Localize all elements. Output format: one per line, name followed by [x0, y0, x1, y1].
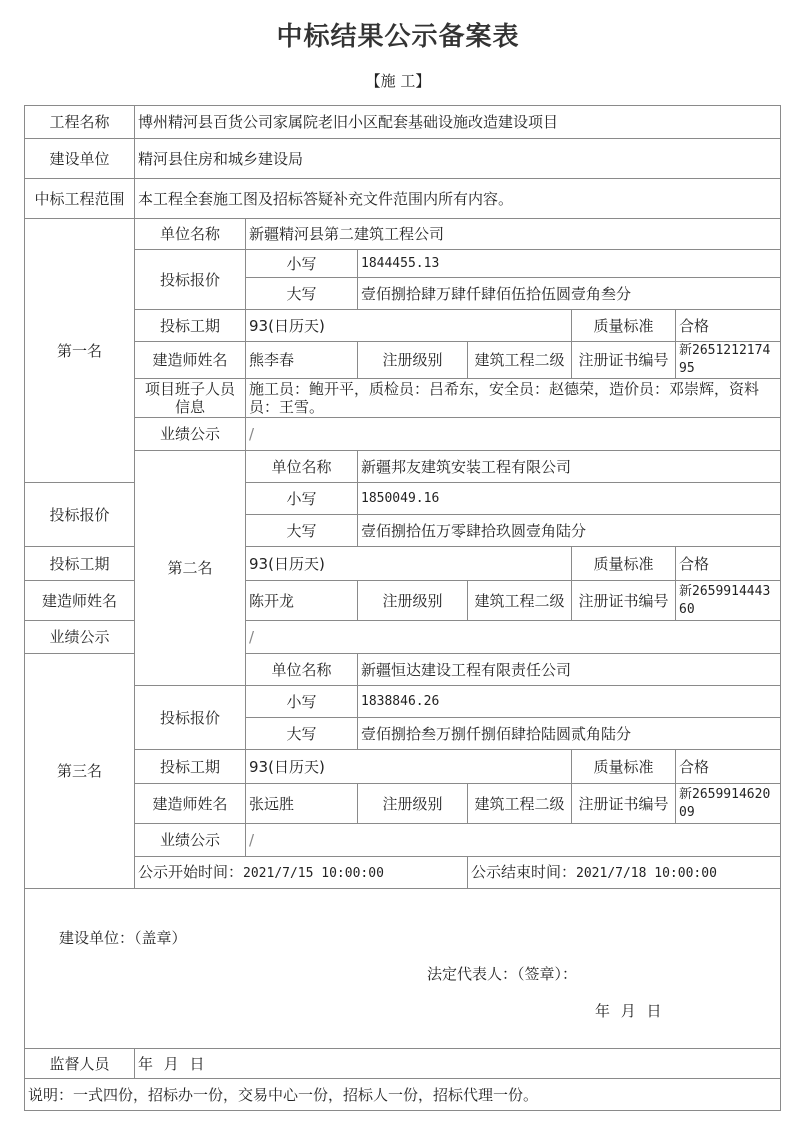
bidder3-price-lower-row: [25, 686, 781, 718]
bidder2-price-label: 投标报价: [25, 483, 135, 547]
bidder2-quality: 合格: [676, 547, 781, 581]
bidder1-company-label: 单位名称: [135, 219, 246, 250]
publicity-end-time: 2021/7/18 10:00:00: [576, 865, 717, 881]
project-name-value: 博州精河县百货公司家属院老旧小区配套基础设施改造建设项目: [135, 106, 781, 139]
bidder2-price-lower: 1850049.16: [358, 483, 781, 515]
publicity-end: [468, 857, 781, 889]
bidder2-performance-label: 业绩公示: [25, 621, 135, 654]
bidder1-builder: 熊李春: [246, 342, 358, 379]
supervisor-label: 监督人员: [25, 1049, 135, 1079]
bidder2-upper-label: 大写: [246, 515, 358, 547]
bidder3-duration-row: [25, 750, 781, 784]
construction-unit-row: [25, 139, 781, 179]
bidder3-company: 新疆恒达建设工程有限责任公司: [358, 654, 781, 686]
bidder1-team-row: [25, 379, 781, 418]
bidder1-reg-level-label: 注册级别: [358, 342, 468, 379]
bidder1-duration-label: 投标工期: [135, 310, 246, 342]
bidder1-reg-level: 建筑工程二级: [468, 342, 572, 379]
bidder3-quality: 合格: [676, 750, 781, 784]
bidder3-builder-row: [25, 784, 781, 824]
signature-date: 年 月 日: [595, 1002, 665, 1020]
signature-area: [25, 889, 781, 1049]
bidder2-duration-label: 投标工期: [25, 547, 135, 581]
supervisor-date: 年 月 日: [135, 1049, 781, 1079]
bidder1-builder-label: 建造师姓名: [135, 342, 246, 379]
bidder1-price-label: 投标报价: [135, 250, 246, 310]
bidder2-company-row: [25, 451, 781, 483]
bidder3-duration: 93(日历天): [246, 750, 572, 784]
bidder3-performance: /: [246, 824, 781, 857]
bidder2-company: 新疆邦友建筑安装工程有限公司: [358, 451, 781, 483]
bidder1-price-upper: 壹佰捌拾肆万肆仟肆佰伍拾伍圆壹角叁分: [358, 278, 781, 310]
signature-row: [25, 889, 781, 1049]
project-name-label: 工程名称: [25, 106, 135, 139]
bidder3-reg-level: 建筑工程二级: [468, 784, 572, 824]
construction-unit-label: 建设单位: [25, 139, 135, 179]
bidder2-reg-level-label: 注册级别: [358, 581, 468, 621]
publicity-start: [135, 857, 468, 889]
bidder3-price-lower: 1838846.26: [358, 686, 781, 718]
supervisor-row: [25, 1049, 781, 1079]
bidder2-lower-label: 小写: [246, 483, 358, 515]
bidder1-duration-row: [25, 310, 781, 342]
publicity-row: [25, 857, 781, 889]
construction-unit-seal: 建设单位：（盖章）: [59, 929, 187, 947]
bidder3-price-label: 投标报价: [135, 686, 246, 750]
bidder1-duration: 93(日历天): [246, 310, 572, 342]
bidder2-rank: 第二名: [135, 451, 246, 686]
bidder2-quality-label: 质量标准: [572, 547, 676, 581]
publicity-start-label: 公示开始时间：: [138, 862, 244, 881]
page-subtitle: 【施 工】: [365, 72, 431, 90]
bidder2-duration: 93(日历天): [246, 547, 572, 581]
bidder3-builder: 张远胜: [246, 784, 358, 824]
bidder1-performance-row: [25, 418, 781, 451]
bidder1-upper-label: 大写: [246, 278, 358, 310]
publicity-start-time: 2021/7/15 10:00:00: [243, 865, 384, 881]
bidder3-rank: 第三名: [25, 654, 135, 889]
bidder2-cert-label: 注册证书编号: [572, 581, 676, 621]
bidder2-builder: 陈开龙: [246, 581, 358, 621]
bidder1-cert-no: 新265121217495: [676, 342, 781, 379]
bidder3-cert-no: 新265991462009: [676, 784, 781, 824]
bidder1-team: 施工员：鲍开平，质检员：吕希东，安全员：赵德荣，造价员：邓崇辉，资料员：王雪。: [246, 379, 781, 418]
bidder1-builder-row: [25, 342, 781, 379]
bid-result-form: [24, 105, 781, 1111]
bidder2-cert-no: 新265991444360: [676, 581, 781, 621]
bidder1-performance: /: [246, 418, 781, 451]
bidder1-quality-label: 质量标准: [572, 310, 676, 342]
bidder3-cert-label: 注册证书编号: [572, 784, 676, 824]
bidder1-performance-label: 业绩公示: [135, 418, 246, 451]
bidder1-cert-label: 注册证书编号: [572, 342, 676, 379]
bidder3-quality-label: 质量标准: [572, 750, 676, 784]
bidder1-lower-label: 小写: [246, 250, 358, 278]
scope-label: 中标工程范围: [25, 179, 135, 219]
bidder3-price-upper: 壹佰捌拾叁万捌仟捌佰肆拾陆圆贰角陆分: [358, 718, 781, 750]
bidder1-price-lower-row: [25, 250, 781, 278]
bidder1-team-label: 项目班子人员信息: [135, 379, 246, 418]
bidder1-company: 新疆精河县第二建筑工程公司: [246, 219, 781, 250]
scope-row: [25, 179, 781, 219]
bidder1-rank: 第一名: [25, 219, 135, 483]
construction-unit-value: 精河县住房和城乡建设局: [135, 139, 781, 179]
bidder3-company-label: 单位名称: [246, 654, 358, 686]
bidder3-lower-label: 小写: [246, 686, 358, 718]
bidder3-performance-label: 业绩公示: [135, 824, 246, 857]
bidder1-price-lower: 1844455.13: [358, 250, 781, 278]
bidder1-company-row: [25, 219, 781, 250]
bidder3-performance-row: [25, 824, 781, 857]
bidder2-reg-level: 建筑工程二级: [468, 581, 572, 621]
bidder3-duration-label: 投标工期: [135, 750, 246, 784]
bidder2-performance: /: [246, 621, 781, 654]
bidder3-upper-label: 大写: [246, 718, 358, 750]
bidder2-price-upper: 壹佰捌拾伍万零肆拾玖圆壹角陆分: [358, 515, 781, 547]
bidder3-builder-label: 建造师姓名: [135, 784, 246, 824]
page-title: 中标结果公示备案表: [276, 22, 520, 52]
project-name-row: [25, 106, 781, 139]
bidder3-reg-level-label: 注册级别: [358, 784, 468, 824]
scope-value: 本工程全套施工图及招标答疑补充文件范围内所有内容。: [135, 179, 781, 219]
legal-rep-signature: 法定代表人：（签章）：: [427, 965, 578, 983]
publicity-end-label: 公示结束时间：: [471, 862, 577, 881]
bidder2-company-label: 单位名称: [246, 451, 358, 483]
bidder2-builder-label: 建造师姓名: [25, 581, 135, 621]
bidder1-quality: 合格: [676, 310, 781, 342]
note-row: [25, 1079, 781, 1111]
note-text: 说明：一式四份，招标办一份，交易中心一份，招标人一份，招标代理一份。: [25, 1079, 781, 1111]
